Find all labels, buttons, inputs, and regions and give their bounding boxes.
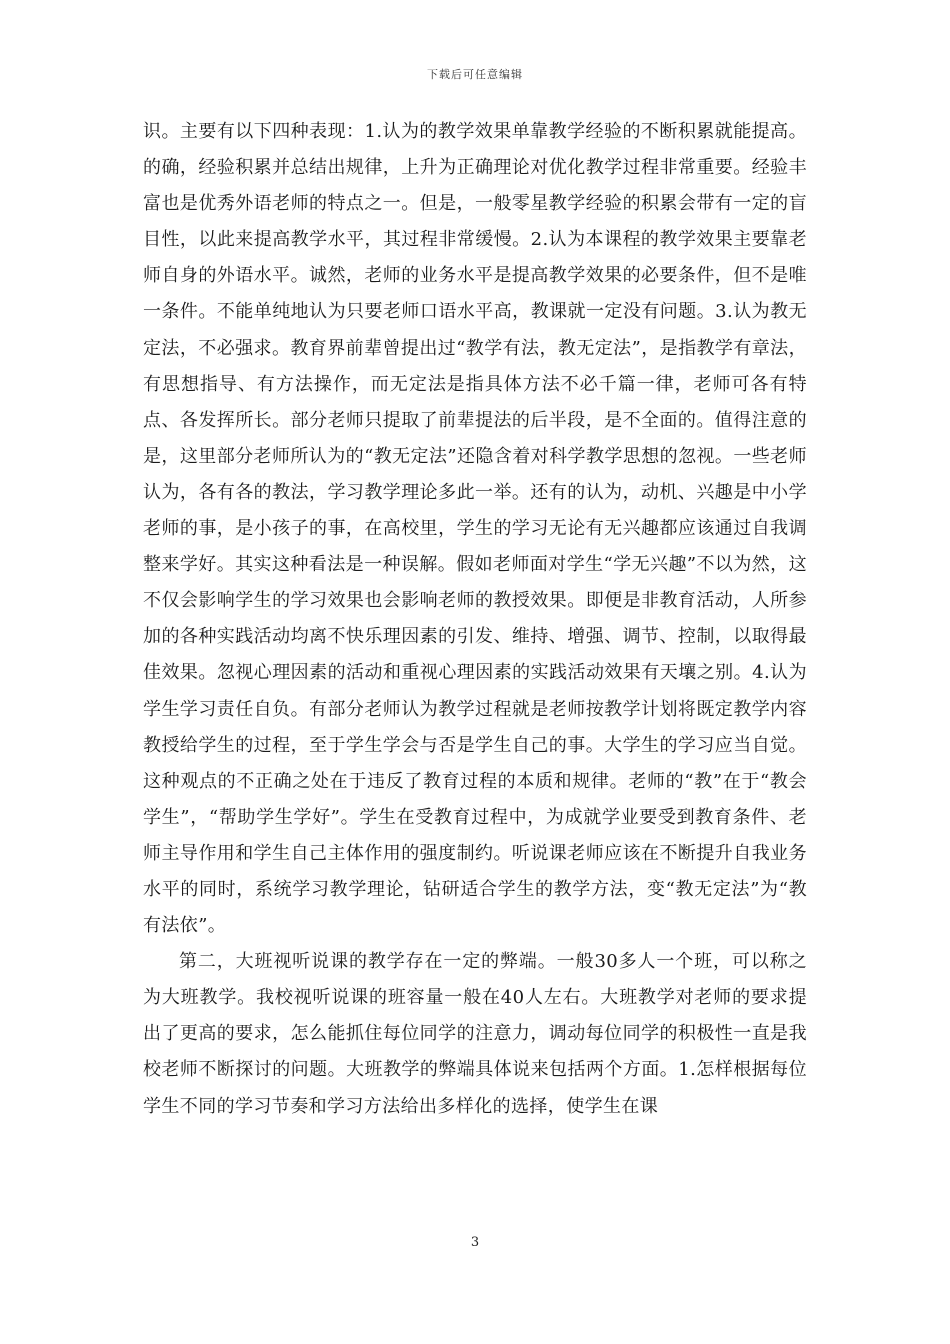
page-number: 3 <box>470 1235 480 1250</box>
paragraph-second-point: 第二，大班视听说课的教学存在一定的弊端。一般30多人一个班，可以称之为大班教学。我校视听说课的班容量一般在40人左右。大班教学对老师的要求提出了更高的要求，怎么能抓住每位同学的注意力，调动每位同学的积极性一直是我校老师不断探讨的问题。大班教学的弊端具体说来包括两个方面。1.怎样根据每位学生不同的学习节奏和学习方法给出多样化的选择，使学生在课 <box>143 951 807 1117</box>
paragraph-continued: 识。主要有以下四种表现：1.认为的教学效果单靠教学经验的不断积累就能提高。的确，经验积累并总结出规律，上升为正确理论对优化教学过程非常重要。经验丰富也是优秀外语老师的特点之一。但是，一般零星教学经验的积累会带有一定的盲目性，以此来提高教学水平，其过程非常缓慢。2.认为本课程的教学效果主要靠老师自身的外语水平。诚然，老师的业务水平是提高教学效果的必要条件，但不是唯一条件。不能单纯地认为只要老师口语水平高，教课就一定没有问题。3.认为教无定法，不必强求。教育界前辈曾提出过“教学有法，教无定法”，是指教学有章法，有思想指导、有方法操作，而无定法是指具体方法不必千篇一律，老师可各有特点、各发挥所长。部分老师只提取了前辈提法的后半段，是不全面的。值得注意的是，这里部分老师所认为的“教无定法”还隐含着对科学教学思想的忽视。一些老师认为，各有各的教法，学习教学理论多此一举。还有的认为，动机、兴趣是中小学老师的事，是小孩子的事，在高校里，学生的学习无论有无兴趣都应该通过自我调整来学好。其实这种看法是一种误解。假如老师面对学生“学无兴趣”不以为然，这不仅会影响学生的学习效果也会影响老师的教授效果。即便是非教育活动，人所参加的各种实践活动均离不快乐理因素的引发、维持、增强、调节、控制，以取得最佳效果。忽视心理因素的活动和重视心理因素的实践活动效果有天壤之别。4.认为学生学习责任自负。有部分老师认为教学过程就是老师按教学计划将既定教学内容教授给学生的过程，至于学生学会与否是学生自己的事。大学生的学习应当自觉。这种观点的不正确之处在于违反了教育过程的本质和规律。老师的“教”在于“教会学生”，“帮助学生学好”。学生在受教育过程中，为成就学业要受到教育条件、老师主导作用和学生自己主体作用的强度制约。听说课老师应该在不断提升自我业务水平的同时，系统学习教学理论，钻研适合学生的教学方法，变“教无定法”为“教有法依”。 <box>143 121 807 937</box>
document-body <box>143 114 807 1125</box>
page-header: 下载后可任意编辑 <box>427 68 523 81</box>
